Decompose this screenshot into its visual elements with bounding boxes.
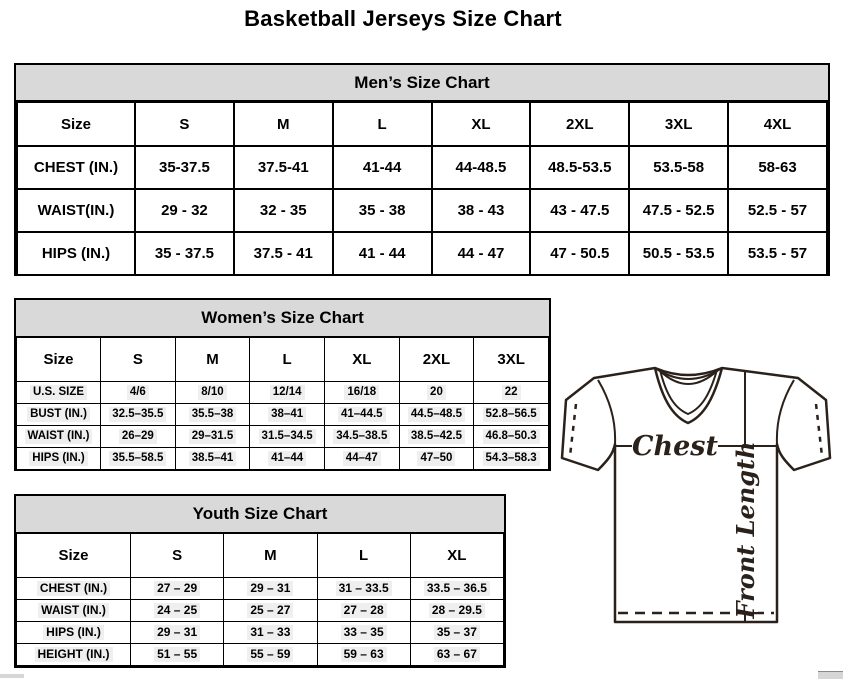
mens-value-cell: 52.5 - 57	[728, 189, 827, 232]
cell-text: 25 – 27	[247, 603, 293, 618]
mens-value-cell: 35-37.5	[135, 146, 234, 189]
womens-row-label	[17, 426, 101, 448]
mens-row-label: CHEST (IN.)	[17, 146, 135, 189]
youth-row-label	[17, 578, 131, 600]
cell-text: 29 – 31	[154, 625, 200, 640]
youth-value-cell	[131, 578, 224, 600]
mens-col-header: L	[333, 102, 432, 146]
cell-text: 33.5 – 36.5	[424, 581, 490, 596]
mens-value-cell: 47 - 50.5	[530, 232, 629, 275]
womens-value-cell	[101, 382, 176, 404]
mens-table-row	[17, 232, 827, 275]
mens-size-chart	[14, 63, 830, 276]
womens-col-header: M	[175, 338, 250, 382]
youth-table-row	[17, 578, 504, 600]
mens-table-row	[17, 189, 827, 232]
cell-text: 27 – 28	[341, 603, 387, 618]
youth-table-row	[17, 600, 504, 622]
youth-value-cell	[317, 578, 410, 600]
mens-value-cell: 47.5 - 52.5	[629, 189, 728, 232]
youth-value-cell	[317, 622, 410, 644]
womens-table-row	[17, 404, 549, 426]
womens-size-chart	[14, 298, 551, 471]
jersey-diagram	[560, 366, 838, 624]
cell-text: 52.8–56.5	[483, 407, 540, 421]
youth-value-cell	[224, 600, 317, 622]
front-length-label: Front Length	[731, 441, 760, 619]
mens-value-cell: 35 - 37.5	[135, 232, 234, 275]
mens-value-cell: 32 - 35	[234, 189, 333, 232]
womens-value-cell	[250, 426, 325, 448]
cell-text: 44–47	[343, 451, 381, 465]
mens-value-cell: 48.5-53.5	[530, 146, 629, 189]
youth-header-row	[17, 534, 504, 578]
cell-text: 12/14	[270, 385, 305, 399]
cell-text: 35.5–38	[189, 407, 237, 421]
mens-value-cell: 58-63	[728, 146, 827, 189]
youth-col-header: M	[224, 534, 317, 578]
mens-value-cell: 41 - 44	[333, 232, 432, 275]
cell-text: 22	[502, 385, 521, 399]
mens-value-cell: 37.5 - 41	[234, 232, 333, 275]
mens-value-cell: 44-48.5	[432, 146, 531, 189]
mens-value-cell: 43 - 47.5	[530, 189, 629, 232]
youth-value-cell	[131, 600, 224, 622]
cell-text: HIPS (IN.)	[43, 625, 104, 640]
mens-col-header: 4XL	[728, 102, 827, 146]
cell-text: 44.5–48.5	[408, 407, 465, 421]
cell-text: 26–29	[119, 429, 157, 443]
youth-size-label-header: Size	[17, 534, 131, 578]
womens-row-label	[17, 404, 101, 426]
womens-table-row	[17, 426, 549, 448]
womens-table-row	[17, 448, 549, 470]
womens-row-label	[17, 382, 101, 404]
cell-text: 29 – 31	[247, 581, 293, 596]
mens-col-header: S	[135, 102, 234, 146]
cell-text: 63 – 67	[434, 647, 480, 662]
womens-size-label-header: Size	[17, 338, 101, 382]
cell-text: 28 – 29.5	[429, 603, 485, 618]
womens-value-cell	[324, 448, 399, 470]
womens-size-chart-title: Women’s Size Chart	[16, 300, 549, 337]
womens-col-header: L	[250, 338, 325, 382]
cell-text: 41–44.5	[338, 407, 386, 421]
cell-text: 59 – 63	[341, 647, 387, 662]
cell-text: 54.3–58.3	[483, 451, 540, 465]
youth-table-row	[17, 644, 504, 666]
womens-col-header: 3XL	[474, 338, 549, 382]
youth-size-chart-title: Youth Size Chart	[16, 496, 504, 533]
youth-col-header: L	[317, 534, 410, 578]
cell-text: 33 – 35	[341, 625, 387, 640]
youth-table-row	[17, 622, 504, 644]
youth-size-table	[16, 533, 504, 666]
cell-text: 4/6	[127, 385, 149, 399]
womens-value-cell	[474, 404, 549, 426]
womens-value-cell	[175, 448, 250, 470]
mens-value-cell: 53.5-58	[629, 146, 728, 189]
cell-text: 29–31.5	[189, 429, 237, 443]
mens-col-header: M	[234, 102, 333, 146]
womens-value-cell	[101, 404, 176, 426]
cell-text: HIPS (IN.)	[29, 451, 87, 465]
mens-col-header: 2XL	[530, 102, 629, 146]
youth-value-cell	[224, 578, 317, 600]
youth-row-label	[17, 622, 131, 644]
cell-text: 32.5–35.5	[109, 407, 166, 421]
youth-value-cell	[317, 600, 410, 622]
cell-text: 51 – 55	[154, 647, 200, 662]
cell-text: WAIST (IN.)	[25, 429, 93, 443]
womens-value-cell	[101, 448, 176, 470]
cell-text: WAIST (IN.)	[38, 603, 109, 618]
cell-text: 41–44	[268, 451, 306, 465]
womens-value-cell	[324, 426, 399, 448]
womens-value-cell	[399, 448, 474, 470]
cell-text: 24 – 25	[154, 603, 200, 618]
cell-text: 47–50	[417, 451, 455, 465]
cell-text: HEIGHT (IN.)	[35, 647, 113, 662]
youth-value-cell	[410, 600, 503, 622]
mens-size-table	[16, 101, 828, 276]
cell-text: 38.5–41	[189, 451, 237, 465]
cell-text: 35 – 37	[434, 625, 480, 640]
mens-value-cell: 38 - 43	[432, 189, 531, 232]
cropped-fragment-right	[818, 671, 843, 679]
youth-row-label	[17, 600, 131, 622]
cell-text: 34.5–38.5	[333, 429, 390, 443]
womens-table-row	[17, 382, 549, 404]
cell-text: 20	[427, 385, 446, 399]
mens-col-header: 3XL	[629, 102, 728, 146]
mens-value-cell: 44 - 47	[432, 232, 531, 275]
cell-text: 16/18	[344, 385, 379, 399]
jersey-outline	[562, 368, 830, 622]
cell-text: 31 – 33.5	[336, 581, 392, 596]
youth-row-label	[17, 644, 131, 666]
youth-value-cell	[224, 644, 317, 666]
cell-text: U.S. SIZE	[30, 385, 87, 399]
womens-value-cell	[250, 448, 325, 470]
womens-col-header: S	[101, 338, 176, 382]
womens-value-cell	[324, 382, 399, 404]
mens-value-cell: 29 - 32	[135, 189, 234, 232]
youth-value-cell	[131, 622, 224, 644]
youth-value-cell	[317, 644, 410, 666]
womens-value-cell	[324, 404, 399, 426]
cell-text: 31.5–34.5	[259, 429, 316, 443]
youth-value-cell	[410, 622, 503, 644]
youth-value-cell	[224, 622, 317, 644]
womens-value-cell	[474, 382, 549, 404]
womens-col-header: 2XL	[399, 338, 474, 382]
youth-value-cell	[131, 644, 224, 666]
cell-text: 31 – 33	[247, 625, 293, 640]
mens-value-cell: 37.5-41	[234, 146, 333, 189]
youth-size-chart	[14, 494, 506, 668]
mens-value-cell: 41-44	[333, 146, 432, 189]
womens-value-cell	[250, 404, 325, 426]
mens-size-label-header: Size	[17, 102, 135, 146]
womens-value-cell	[101, 426, 176, 448]
cell-text: 38.5–42.5	[408, 429, 465, 443]
womens-value-cell	[474, 426, 549, 448]
mens-row-label: WAIST(IN.)	[17, 189, 135, 232]
mens-value-cell: 50.5 - 53.5	[629, 232, 728, 275]
womens-value-cell	[175, 426, 250, 448]
cell-text: 8/10	[198, 385, 226, 399]
womens-value-cell	[474, 448, 549, 470]
cell-text: 55 – 59	[247, 647, 293, 662]
mens-table-row	[17, 146, 827, 189]
cell-text: 27 – 29	[154, 581, 200, 596]
womens-size-table	[16, 337, 549, 470]
cell-text: 38–41	[268, 407, 306, 421]
womens-value-cell	[175, 382, 250, 404]
womens-value-cell	[399, 382, 474, 404]
cell-text: BUST (IN.)	[27, 407, 90, 421]
womens-value-cell	[175, 404, 250, 426]
cell-text: 46.8–50.3	[483, 429, 540, 443]
cropped-fragment-left	[0, 674, 24, 678]
mens-header-row	[17, 102, 827, 146]
youth-value-cell	[410, 644, 503, 666]
page-title: Basketball Jerseys Size Chart	[244, 6, 562, 31]
womens-value-cell	[399, 404, 474, 426]
cell-text: CHEST (IN.)	[37, 581, 110, 596]
mens-value-cell: 35 - 38	[333, 189, 432, 232]
mens-row-label: HIPS (IN.)	[17, 232, 135, 275]
womens-row-label	[17, 448, 101, 470]
womens-header-row	[17, 338, 549, 382]
mens-col-header: XL	[432, 102, 531, 146]
mens-size-chart-title: Men’s Size Chart	[16, 65, 828, 101]
youth-value-cell	[410, 578, 503, 600]
womens-col-header: XL	[324, 338, 399, 382]
youth-col-header: XL	[410, 534, 503, 578]
womens-value-cell	[250, 382, 325, 404]
mens-value-cell: 53.5 - 57	[728, 232, 827, 275]
chest-label: Chest	[632, 431, 718, 462]
cell-text: 35.5–58.5	[109, 451, 166, 465]
youth-col-header: S	[131, 534, 224, 578]
womens-value-cell	[399, 426, 474, 448]
